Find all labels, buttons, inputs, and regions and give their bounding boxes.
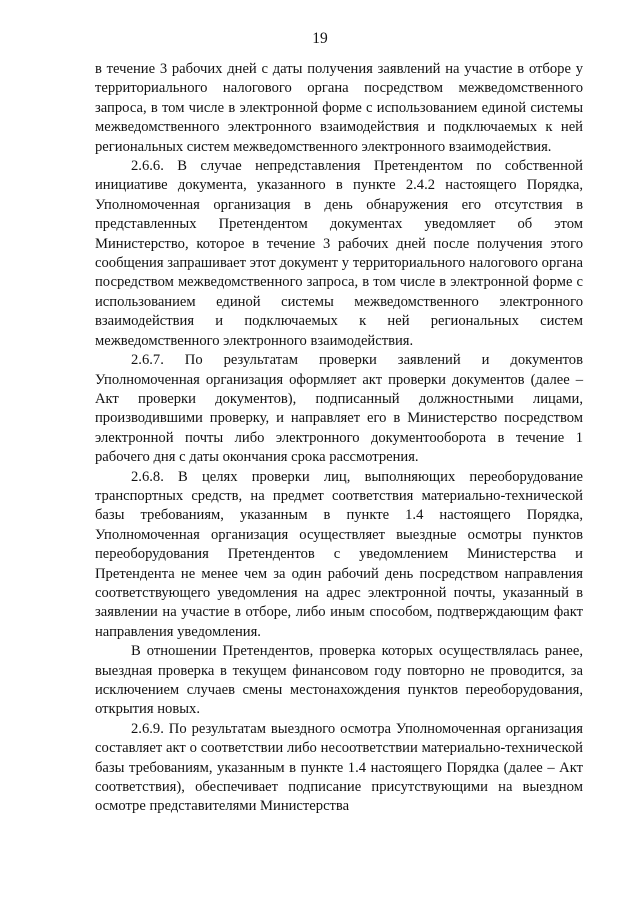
page-number: 19 xyxy=(312,30,328,47)
document-body xyxy=(95,60,583,817)
paragraph-2-6-8: 2.6.8. В целях проверки лиц, выполняющих переоборудование транспортных средств, на предмет соответствия материально-технической базы требованиям, указанным в пункте 1.4 настоящего Порядка, Уполномоченная организация осуществляет выездные осмотры пунктов переоборудования Претендентов с уведомлением Министерства и Претендента не менее чем за один рабочий день посредством направления соответствующего уведомления на адрес электронной почты, указанный в заявлении на участие в отборе, либо иным способом, подтверждающим факт направления уведомления. xyxy=(95,468,583,640)
paragraph-continuation: в течение 3 рабочих дней с даты получения заявлений на участие в отборе у территориального налогового органа посредством межведомственного запроса, в том числе в электронной форме с использованием единой системы межведомственного электронного взаимодействия и подключаемых к ней региональных систем межведомственного электронного взаимодействия. xyxy=(95,61,583,155)
paragraph-2-6-6: 2.6.6. В случае непредставления Претендентом по собственной инициативе документа, указанного в пункте 2.4.2 настоящего Порядка, Уполномоченная организация в день обнаружения его отсутствия в представленных Претендентом документах уведомляет об этом Министерство, которое в течение 3 рабочих дней после получения этого сообщения запрашивает этот документ у территориального налогового органа посредством межведомственного запроса, в том числе в электронной форме с использованием единой системы межведомственного электронного взаимодействия и подключаемых к ней региональных систем межведомственного электронного взаимодействия. xyxy=(95,158,583,349)
paragraph-prior-inspection: В отношении Претендентов, проверка которых осуществлялась ранее, выездная проверка в текущем финансовом году повторно не проводится, за исключением случаев смены местонахождения пунктов переоборудования, открытия новых. xyxy=(95,643,583,718)
paragraph-2-6-9: 2.6.9. По результатам выездного осмотра Уполномоченная организация составляет акт о соответствии либо несоответствии материально-технической базы требованиям, указанным в пункте 1.4 настоящего Порядка (далее – Акт соответствия), обеспечивает подписание присутствующими на выездном осмотре представителями Министерства xyxy=(95,720,583,815)
paragraph-2-6-7: 2.6.7. По результатам проверки заявлений и документов Уполномоченная организация оформляет акт проверки документов (далее – Акт проверки документов), подписанный должностными лицами, производившими проверку, и направляет его в Министерство посредством электронной почты либо электронного документооборота в течение 1 рабочего дня с даты окончания срока рассмотрения. xyxy=(95,352,583,466)
